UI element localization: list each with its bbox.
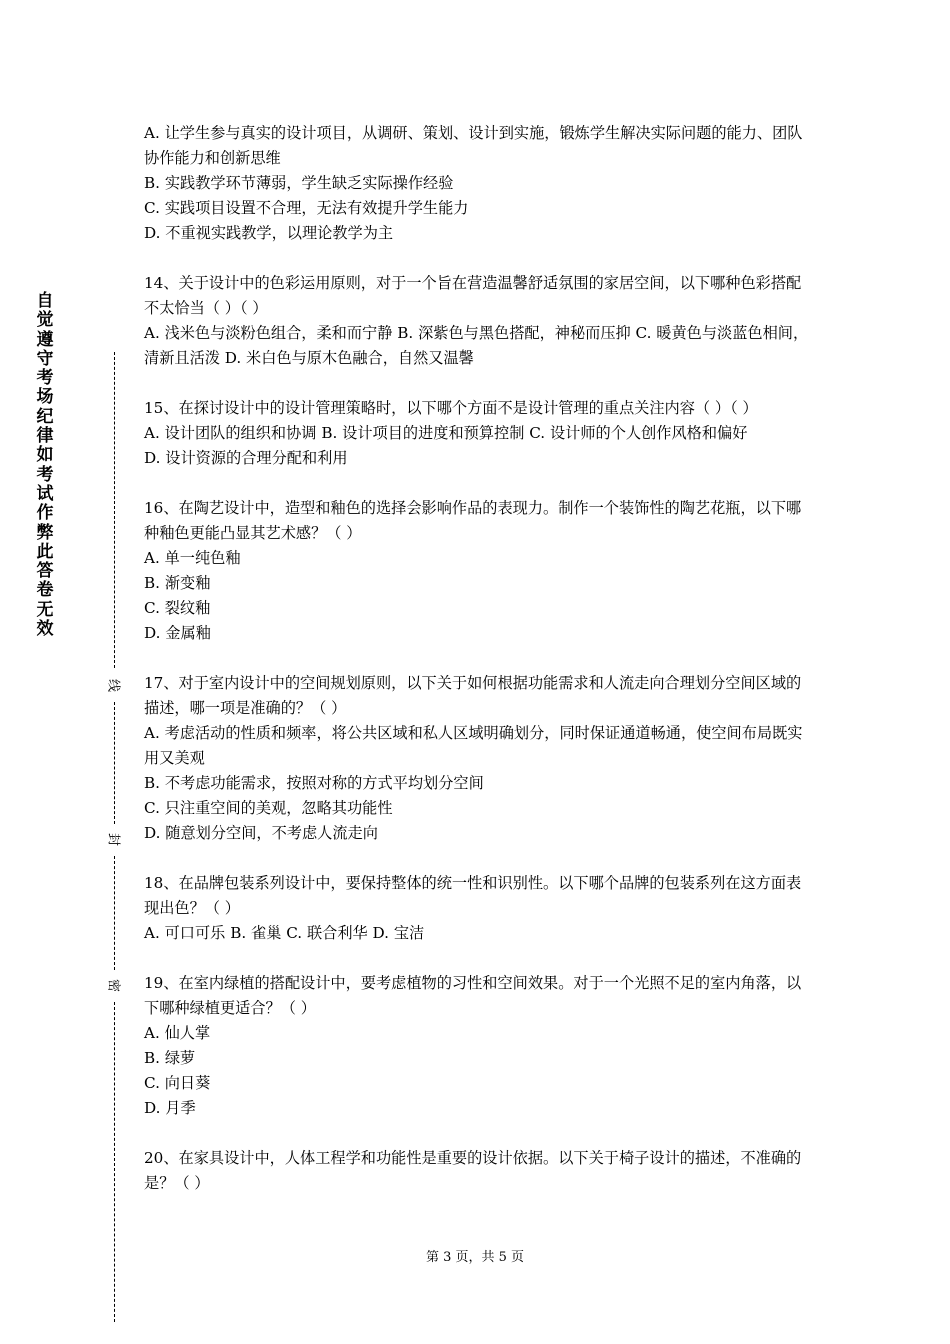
- page-number: 第 3 页，共 5 页: [425, 1250, 525, 1265]
- option-text: D. 设计资源的合理分配和利用: [144, 449, 348, 467]
- question-stem: 16、在陶艺设计中，造型和釉色的选择会影响作品的表现力。制作一个装饰性的陶艺花瓶，以下哪种釉色更能凸显其艺术感？（ ）: [144, 499, 802, 542]
- question-stem: 18、在品牌包装系列设计中，要保持整体的统一性和识别性。以下哪个品牌的包装系列在这方面表现出色？（ ）: [144, 874, 802, 917]
- question-stem: 20、在家具设计中，人体工程学和功能性是重要的设计依据。以下关于椅子设计的描述，不准确的是？（ ）: [144, 1149, 802, 1192]
- option-text: A. 可口可乐 B. 雀巢 C. 联合利华 D. 宝洁: [144, 924, 425, 942]
- question-18: [144, 871, 816, 946]
- option-text: A. 考虑活动的性质和频率，将公共区域和私人区域明确划分，同时保证通道畅通，使空间布局既实用又美观: [144, 724, 803, 767]
- option-text: B. 实践教学环节薄弱，学生缺乏实际操作经验: [144, 174, 454, 192]
- option-text: A. 仙人掌: [144, 1024, 211, 1042]
- option-text: D. 金属釉: [144, 624, 211, 642]
- option-text: D. 不重视实践教学，以理论教学为主: [144, 224, 394, 242]
- option-text: A. 设计团队的组织和协调 B. 设计项目的进度和预算控制 C. 设计师的个人创作风格和偏好: [144, 424, 748, 442]
- question-16: [144, 496, 816, 646]
- option-text: D. 月季: [144, 1099, 196, 1117]
- binding-label-secret: 密: [105, 978, 121, 992]
- option-text: C. 向日葵: [144, 1074, 211, 1092]
- question-19: [144, 971, 816, 1121]
- question-15: [144, 396, 816, 471]
- option-text: A. 让学生参与真实的设计项目，从调研、策划、设计到实施，锻炼学生解决实际问题的能力、团队协作能力和创新思维: [144, 124, 803, 167]
- binding-dash-1: [114, 352, 115, 668]
- binding-dash-3: [114, 856, 115, 970]
- question-stem: 19、在室内绿植的搭配设计中，要考虑植物的习性和空间效果。对于一个光照不足的室内角落，以下哪种绿植更适合？（ ）: [144, 974, 802, 1017]
- exam-content: [144, 121, 816, 1221]
- question-stem: 14、关于设计中的色彩运用原则，对于一个旨在营造温馨舒适氛围的家居空间，以下哪种色彩搭配不太恰当（ ）（ ）: [144, 274, 802, 317]
- binding-label-seal: 封: [105, 832, 121, 846]
- option-text: C. 裂纹釉: [144, 599, 211, 617]
- option-text: C. 只注重空间的美观，忽略其功能性: [144, 799, 393, 817]
- option-text: B. 不考虑功能需求，按照对称的方式平均划分空间: [144, 774, 484, 792]
- option-text: C. 实践项目设置不合理，无法有效提升学生能力: [144, 199, 469, 217]
- option-text: D. 随意划分空间，不考虑人流走向: [144, 824, 378, 842]
- binding-label-line: 线: [105, 678, 121, 692]
- question-20: [144, 1146, 816, 1196]
- question-stem: 17、对于室内设计中的空间规划原则，以下关于如何根据功能需求和人流走向合理划分空间区域的描述，哪一项是准确的？（ ）: [144, 674, 802, 717]
- binding-line: [100, 352, 130, 1322]
- question-stem: 15、在探讨设计中的设计管理策略时，以下哪个方面不是设计管理的重点关注内容（ ）（ ）: [144, 399, 758, 417]
- option-text: B. 渐变釉: [144, 574, 211, 592]
- question-14: [144, 271, 816, 371]
- binding-dash-2: [114, 702, 115, 824]
- binding-dash-4: [114, 1002, 115, 1322]
- exam-discipline-notice: 自觉遵守考场纪律如考试作弊此答卷无效: [36, 291, 54, 640]
- question-17: [144, 671, 816, 846]
- option-text: B. 绿萝: [144, 1049, 196, 1067]
- option-text: A. 单一纯色釉: [144, 549, 241, 567]
- option-text: A. 浅米色与淡粉色组合，柔和而宁静 B. 深紫色与黑色搭配，神秘而压抑 C. 暖黄色与淡蓝色相间，清新且活泼 D. 米白色与原木色融合，自然又温馨: [144, 324, 809, 367]
- question-13-options: [144, 121, 816, 246]
